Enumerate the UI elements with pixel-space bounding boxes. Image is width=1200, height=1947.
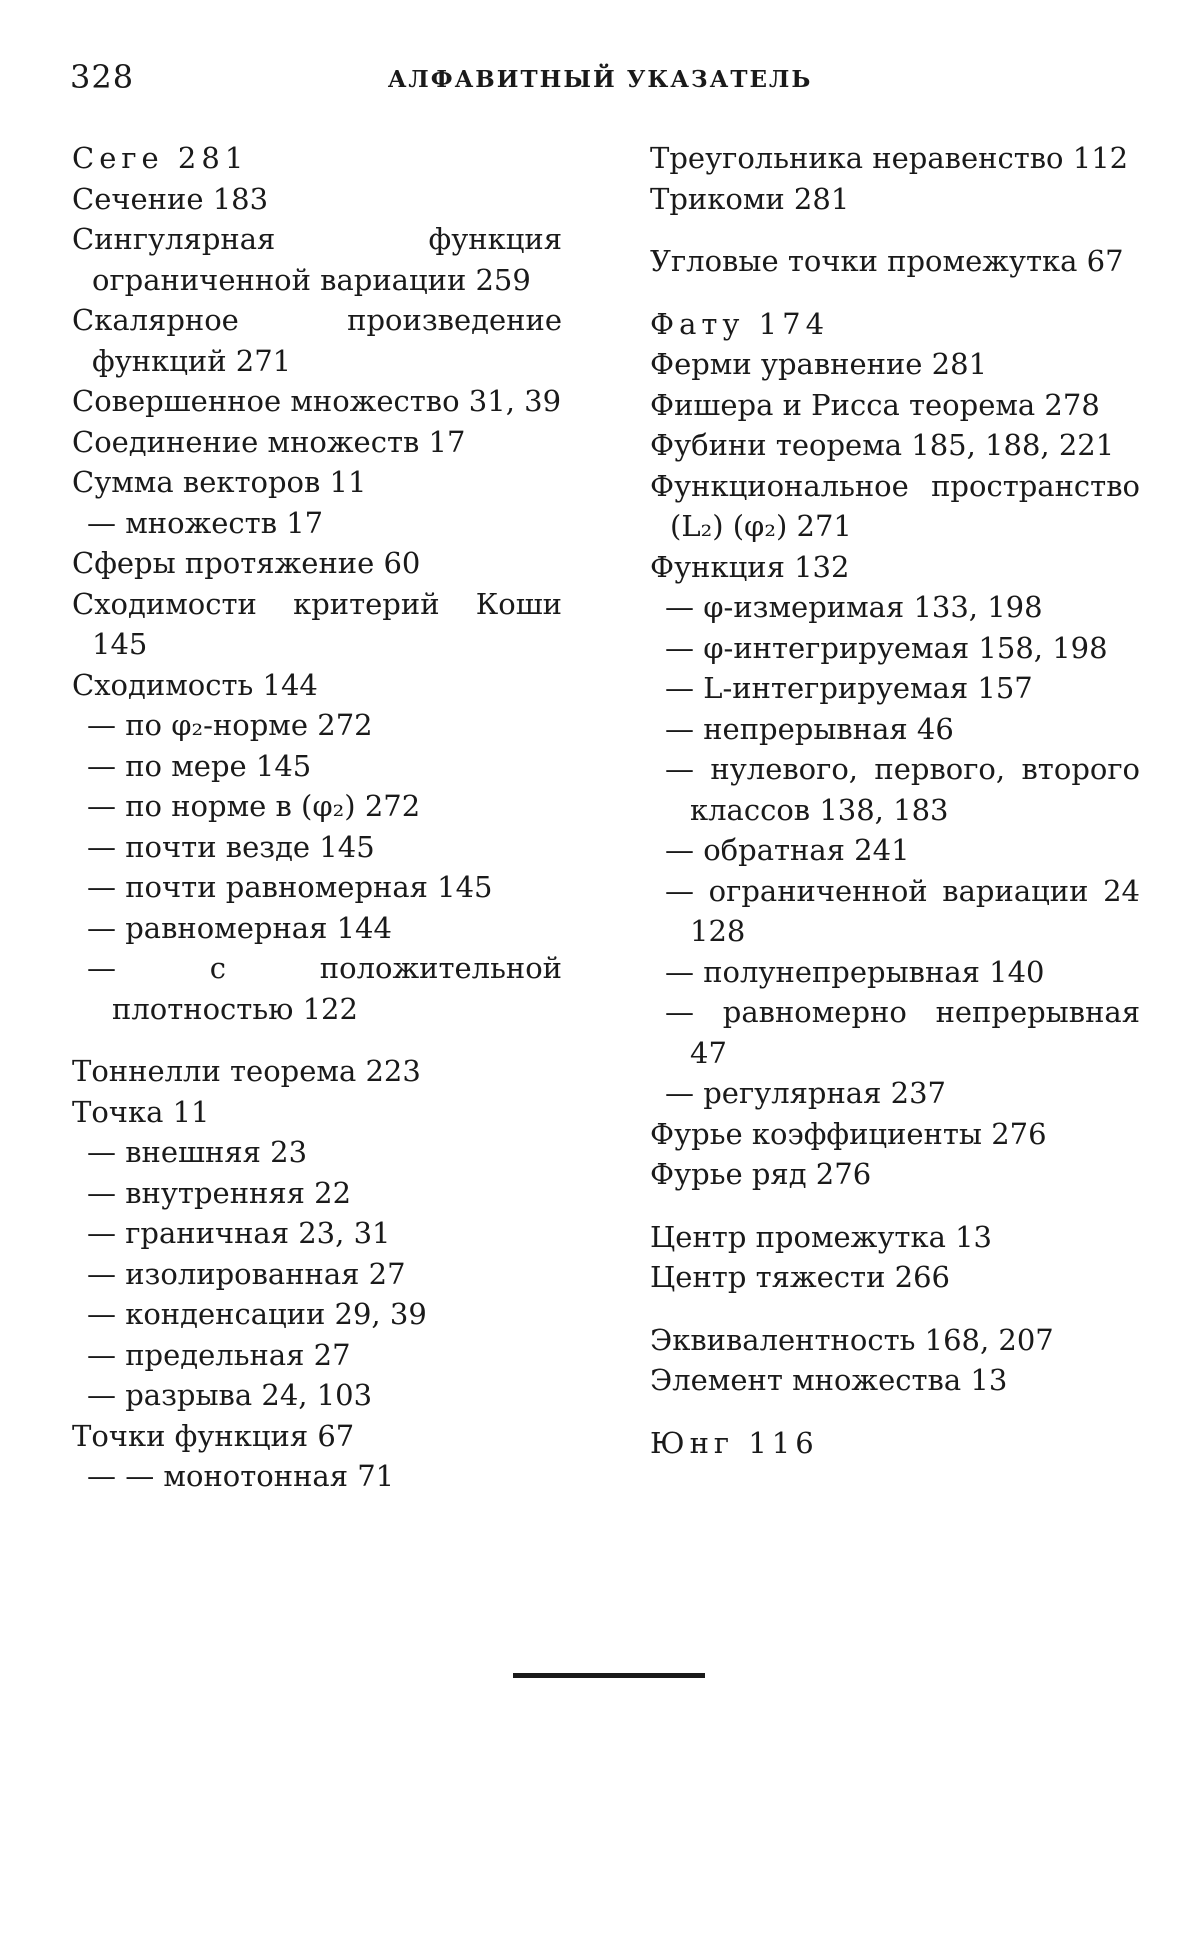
index-subentry: — предельная 27 bbox=[72, 1335, 562, 1376]
index-entry: Скалярное произведение функций 271 bbox=[72, 300, 562, 381]
index-column-left bbox=[72, 138, 562, 1497]
section-gap bbox=[650, 1401, 1140, 1423]
index-entry: Функция 132 bbox=[650, 547, 1140, 588]
index-entry: Центр тяжести 266 bbox=[650, 1257, 1140, 1298]
index-subentry: — с положительной плотностью 122 bbox=[72, 948, 562, 1029]
section-gap bbox=[650, 282, 1140, 304]
index-entry: Функциональное пространство (L₂) (φ₂) 271 bbox=[650, 466, 1140, 547]
index-entry: Сечение 183 bbox=[72, 179, 562, 220]
index-subentry: — граничная 23, 31 bbox=[72, 1213, 562, 1254]
index-subentry: — внутренняя 22 bbox=[72, 1173, 562, 1214]
index-column-right bbox=[650, 138, 1140, 1463]
index-entry: Сферы протяжение 60 bbox=[72, 543, 562, 584]
index-entry: Эквивалентность 168, 207 bbox=[650, 1320, 1140, 1361]
index-subentry: — нулевого, первого, второго классов 138, 183 bbox=[650, 749, 1140, 830]
index-entry: Трикоми 281 bbox=[650, 179, 1140, 220]
index-entry: Совершенное множество 31, 39 bbox=[72, 381, 562, 422]
index-subentry: — почти везде 145 bbox=[72, 827, 562, 868]
index-subentry: — ограниченной вариации 24 128 bbox=[650, 871, 1140, 952]
index-entry: Сумма векторов 11 bbox=[72, 462, 562, 503]
index-entry: Сходимость 144 bbox=[72, 665, 562, 706]
index-subentry: — полунепрерывная 140 bbox=[650, 952, 1140, 993]
index-entry: Тоннелли теорема 223 bbox=[72, 1051, 562, 1092]
index-subentry: — L-интегрируемая 157 bbox=[650, 668, 1140, 709]
index-subentry: — равномерная 144 bbox=[72, 908, 562, 949]
index-entry: Сингулярная функция ограниченной вариации 259 bbox=[72, 219, 562, 300]
index-subentry: — — монотонная 71 bbox=[72, 1456, 562, 1497]
section-gap bbox=[72, 1029, 562, 1051]
index-subentry: — множеств 17 bbox=[72, 503, 562, 544]
index-entry: Угловые точки промежутка 67 bbox=[650, 241, 1140, 282]
index-entry: Фурье коэффициенты 276 bbox=[650, 1114, 1140, 1155]
index-entry: Центр промежутка 13 bbox=[650, 1217, 1140, 1258]
index-entry: Фубини теорема 185, 188, 221 bbox=[650, 425, 1140, 466]
index-entry: Точки функция 67 bbox=[72, 1416, 562, 1457]
index-subentry: — φ-интегрируемая 158, 198 bbox=[650, 628, 1140, 669]
section-gap bbox=[650, 1195, 1140, 1217]
index-entry: Сходимости критерий Коши 145 bbox=[72, 584, 562, 665]
index-entry: Треугольника неравенство 112 bbox=[650, 138, 1140, 179]
end-rule bbox=[513, 1673, 705, 1678]
index-entry: Элемент множества 13 bbox=[650, 1360, 1140, 1401]
index-entry: Фурье ряд 276 bbox=[650, 1154, 1140, 1195]
section-gap bbox=[650, 1298, 1140, 1320]
index-subentry: — разрыва 24, 103 bbox=[72, 1375, 562, 1416]
index-subentry: — по норме в (φ₂) 272 bbox=[72, 786, 562, 827]
index-entry: Ферми уравнение 281 bbox=[650, 344, 1140, 385]
index-entry: Фату 174 bbox=[650, 304, 1140, 345]
index-entry: Соединение множеств 17 bbox=[72, 422, 562, 463]
index-subentry: — обратная 241 bbox=[650, 830, 1140, 871]
index-subentry: — равномерно непрерывная 47 bbox=[650, 992, 1140, 1073]
index-subentry: — внешняя 23 bbox=[72, 1132, 562, 1173]
index-entry: Точка 11 bbox=[72, 1092, 562, 1133]
index-entry: Юнг 116 bbox=[650, 1423, 1140, 1464]
index-subentry: — изолированная 27 bbox=[72, 1254, 562, 1295]
index-entry: Фишера и Рисса теорема 278 bbox=[650, 385, 1140, 426]
index-subentry: — φ-измеримая 133, 198 bbox=[650, 587, 1140, 628]
running-head: АЛФАВИТНЫЙ УКАЗАТЕЛЬ bbox=[0, 66, 1200, 93]
index-entry: Сеге 281 bbox=[72, 138, 562, 179]
section-gap bbox=[650, 219, 1140, 241]
index-subentry: — по φ₂-норме 272 bbox=[72, 705, 562, 746]
index-subentry: — конденсации 29, 39 bbox=[72, 1294, 562, 1335]
index-subentry: — регулярная 237 bbox=[650, 1073, 1140, 1114]
index-subentry: — непрерывная 46 bbox=[650, 709, 1140, 750]
page-number: 328 bbox=[70, 58, 134, 96]
index-subentry: — почти равномерная 145 bbox=[72, 867, 562, 908]
index-subentry: — по мере 145 bbox=[72, 746, 562, 787]
